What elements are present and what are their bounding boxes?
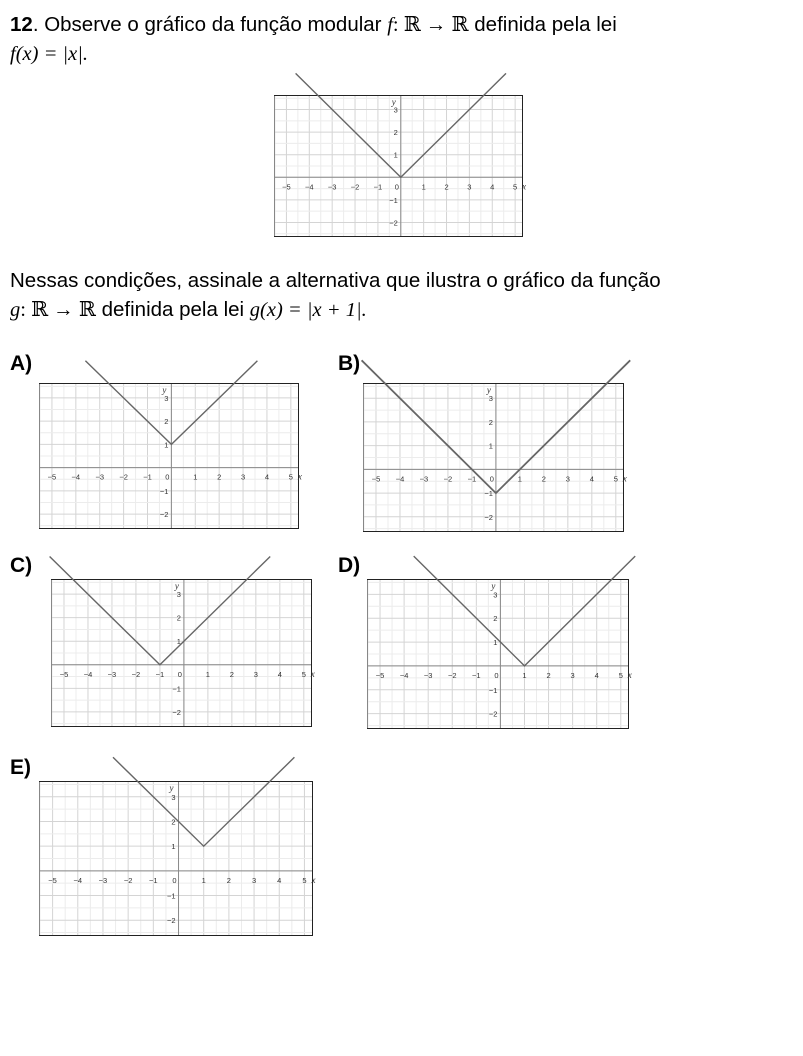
y-tick-label: −2	[159, 510, 169, 520]
x-tick-label: 5	[513, 182, 518, 192]
question-statement-2: g: ℝ → ℝ definida pela lei g(x) = |x + 1|.	[10, 297, 367, 321]
x-tick-label: 3	[240, 472, 246, 482]
option-c-label[interactable]: C)	[10, 554, 33, 577]
y-axis-label: y	[391, 97, 396, 107]
y-tick-label: 2	[393, 128, 398, 138]
x-tick-label: −1	[467, 474, 477, 484]
function-law-g: g(x) = |x + 1|.	[249, 299, 367, 321]
x-tick-label: −2	[447, 670, 457, 680]
x-tick-label: 5	[288, 472, 293, 482]
x-tick-label: 3	[570, 670, 575, 680]
x-tick-label: −2	[443, 474, 453, 484]
x-tick-label: −5	[59, 669, 69, 679]
x-tick-label: −3	[95, 472, 105, 482]
x-tick-label: 0	[489, 474, 494, 484]
option-e-graph[interactable]	[39, 781, 316, 936]
y-tick-label: 3	[488, 394, 493, 404]
y-tick-label: −2	[172, 707, 181, 717]
x-tick-label: −4	[399, 670, 409, 680]
x-tick-label: 1	[205, 669, 210, 679]
x-tick-label: −4	[395, 474, 405, 484]
x-tick-label: 2	[546, 670, 551, 680]
question-intro: . Observe o gráfico da função modular	[32, 13, 388, 36]
x-tick-label: 4	[277, 669, 282, 679]
x-tick-label: −2	[123, 875, 133, 885]
real-set-symbol: ℝ	[78, 297, 96, 321]
graph-plot	[368, 580, 632, 728]
x-tick-label: 0	[494, 670, 499, 680]
x-tick-label: 3	[253, 669, 258, 679]
graph-plot	[40, 384, 302, 528]
real-set-symbol: ℝ	[451, 12, 469, 36]
x-tick-label: 2	[541, 474, 546, 484]
x-tick-label: 0	[172, 875, 177, 885]
x-tick-label: 0	[177, 669, 182, 679]
y-axis-label: y	[491, 581, 496, 591]
option-b-graph[interactable]	[363, 383, 627, 532]
x-tick-label: −1	[143, 472, 152, 482]
option-c-graph[interactable]	[51, 579, 315, 727]
x-tick-label: 2	[217, 472, 222, 482]
option-e-label[interactable]: E)	[10, 756, 31, 779]
question-number: 12	[10, 13, 33, 36]
y-tick-label: 1	[493, 638, 498, 648]
x-tick-label: −1	[155, 669, 165, 679]
function-name-g: g	[10, 299, 21, 321]
x-tick-label: 3	[565, 474, 570, 484]
x-tick-label: 4	[594, 670, 599, 680]
y-tick-label: 3	[176, 590, 181, 600]
x-tick-label: −3	[327, 182, 337, 192]
x-tick-label: −4	[305, 182, 314, 192]
graph-main	[274, 95, 527, 237]
x-tick-label: 0	[165, 472, 170, 482]
x-tick-label: 4	[264, 472, 270, 482]
y-tick-label: 2	[164, 417, 169, 427]
y-tick-label: −1	[389, 195, 398, 205]
x-tick-label: 2	[226, 875, 231, 885]
y-tick-label: 3	[164, 393, 169, 403]
y-tick-label: 1	[393, 150, 398, 160]
x-tick-label: 2	[444, 182, 449, 192]
y-tick-label: −1	[159, 486, 169, 496]
x-axis-label: x	[310, 668, 315, 679]
x-tick-label: 5	[302, 875, 307, 885]
x-tick-label: −5	[371, 474, 381, 484]
x-tick-label: −1	[472, 670, 481, 680]
x-tick-label: 4	[589, 474, 594, 484]
y-tick-label: 2	[488, 417, 493, 427]
x-tick-label: 3	[251, 875, 257, 885]
x-tick-label: 5	[618, 670, 623, 680]
x-tick-label: −2	[131, 669, 141, 679]
option-a-graph[interactable]	[39, 383, 302, 529]
x-tick-label: −2	[119, 472, 128, 482]
x-axis-label: x	[311, 874, 316, 885]
option-d-label[interactable]: D)	[338, 554, 361, 577]
y-tick-label: −2	[166, 916, 176, 926]
option-b-label[interactable]: B)	[338, 352, 361, 375]
y-axis-label: y	[162, 385, 167, 395]
y-tick-label: −2	[484, 512, 493, 522]
x-tick-label: 1	[522, 670, 527, 680]
x-tick-label: 1	[517, 474, 522, 484]
x-tick-label: −4	[71, 472, 81, 482]
y-tick-label: 3	[171, 792, 176, 802]
x-tick-label: −1	[373, 182, 383, 192]
y-tick-label: 3	[393, 105, 398, 115]
x-axis-label: x	[622, 473, 627, 484]
y-tick-label: −1	[166, 891, 176, 901]
graph-plot	[40, 782, 316, 935]
real-set-symbol: ℝ	[31, 297, 49, 321]
x-axis-label: x	[522, 181, 527, 192]
x-tick-label: 4	[277, 875, 282, 885]
real-set-symbol: ℝ	[403, 12, 421, 36]
x-axis-label: x	[297, 471, 302, 482]
option-a-label[interactable]: A)	[10, 352, 33, 375]
question-statement: Nessas condições, assinale a alternativa que ilustra o gráfico da função	[10, 269, 661, 292]
y-tick-label: −2	[488, 709, 498, 719]
y-tick-label: −1	[484, 489, 493, 499]
y-tick-label: 1	[176, 637, 181, 647]
x-tick-label: 1	[201, 875, 206, 885]
y-tick-label: 2	[171, 817, 176, 827]
y-tick-label: 1	[171, 842, 176, 852]
function-law-f: f(x) = |x|.	[10, 43, 89, 65]
y-tick-label: −1	[488, 685, 498, 695]
x-tick-label: 5	[613, 474, 618, 484]
y-tick-label: 1	[488, 441, 493, 451]
x-tick-label: −5	[375, 670, 385, 680]
x-tick-label: −5	[282, 182, 291, 192]
y-axis-label: y	[174, 581, 179, 591]
x-tick-label: 1	[193, 472, 198, 482]
option-d-graph[interactable]	[367, 579, 632, 729]
y-axis-label: y	[169, 783, 174, 793]
x-tick-label: −5	[48, 875, 57, 885]
y-tick-label: −2	[389, 218, 398, 228]
graph-plot	[275, 96, 527, 236]
y-tick-label: −1	[172, 684, 181, 694]
x-tick-label: −3	[98, 875, 108, 885]
x-tick-label: −3	[107, 669, 117, 679]
graph-plot	[52, 580, 315, 726]
x-tick-label: 5	[301, 669, 306, 679]
x-tick-label: −3	[419, 474, 429, 484]
y-tick-label: 2	[493, 614, 498, 624]
y-tick-label: 3	[493, 590, 498, 600]
x-tick-label: 0	[394, 182, 399, 192]
x-tick-label: 3	[467, 182, 472, 192]
y-tick-label: 2	[176, 613, 181, 623]
question-line-1: 12. Observe o gráfico da função modular f: ℝ → ℝ definida pela lei	[10, 12, 617, 36]
x-axis-label: x	[627, 669, 632, 680]
arrow-symbol: →	[420, 14, 452, 36]
x-tick-label: −4	[73, 875, 83, 885]
x-tick-label: 4	[490, 182, 495, 192]
x-tick-label: 1	[421, 182, 426, 192]
graph-plot	[364, 384, 627, 531]
x-tick-label: −3	[423, 670, 433, 680]
x-tick-label: −1	[149, 875, 158, 885]
x-tick-label: −2	[350, 182, 360, 192]
function-name-f: f	[387, 14, 393, 36]
x-tick-label: 2	[229, 669, 234, 679]
y-axis-label: y	[486, 385, 491, 395]
x-tick-label: −5	[47, 472, 57, 482]
x-tick-label: −4	[83, 669, 93, 679]
arrow-symbol: →	[48, 299, 79, 321]
y-tick-label: 1	[164, 440, 169, 450]
